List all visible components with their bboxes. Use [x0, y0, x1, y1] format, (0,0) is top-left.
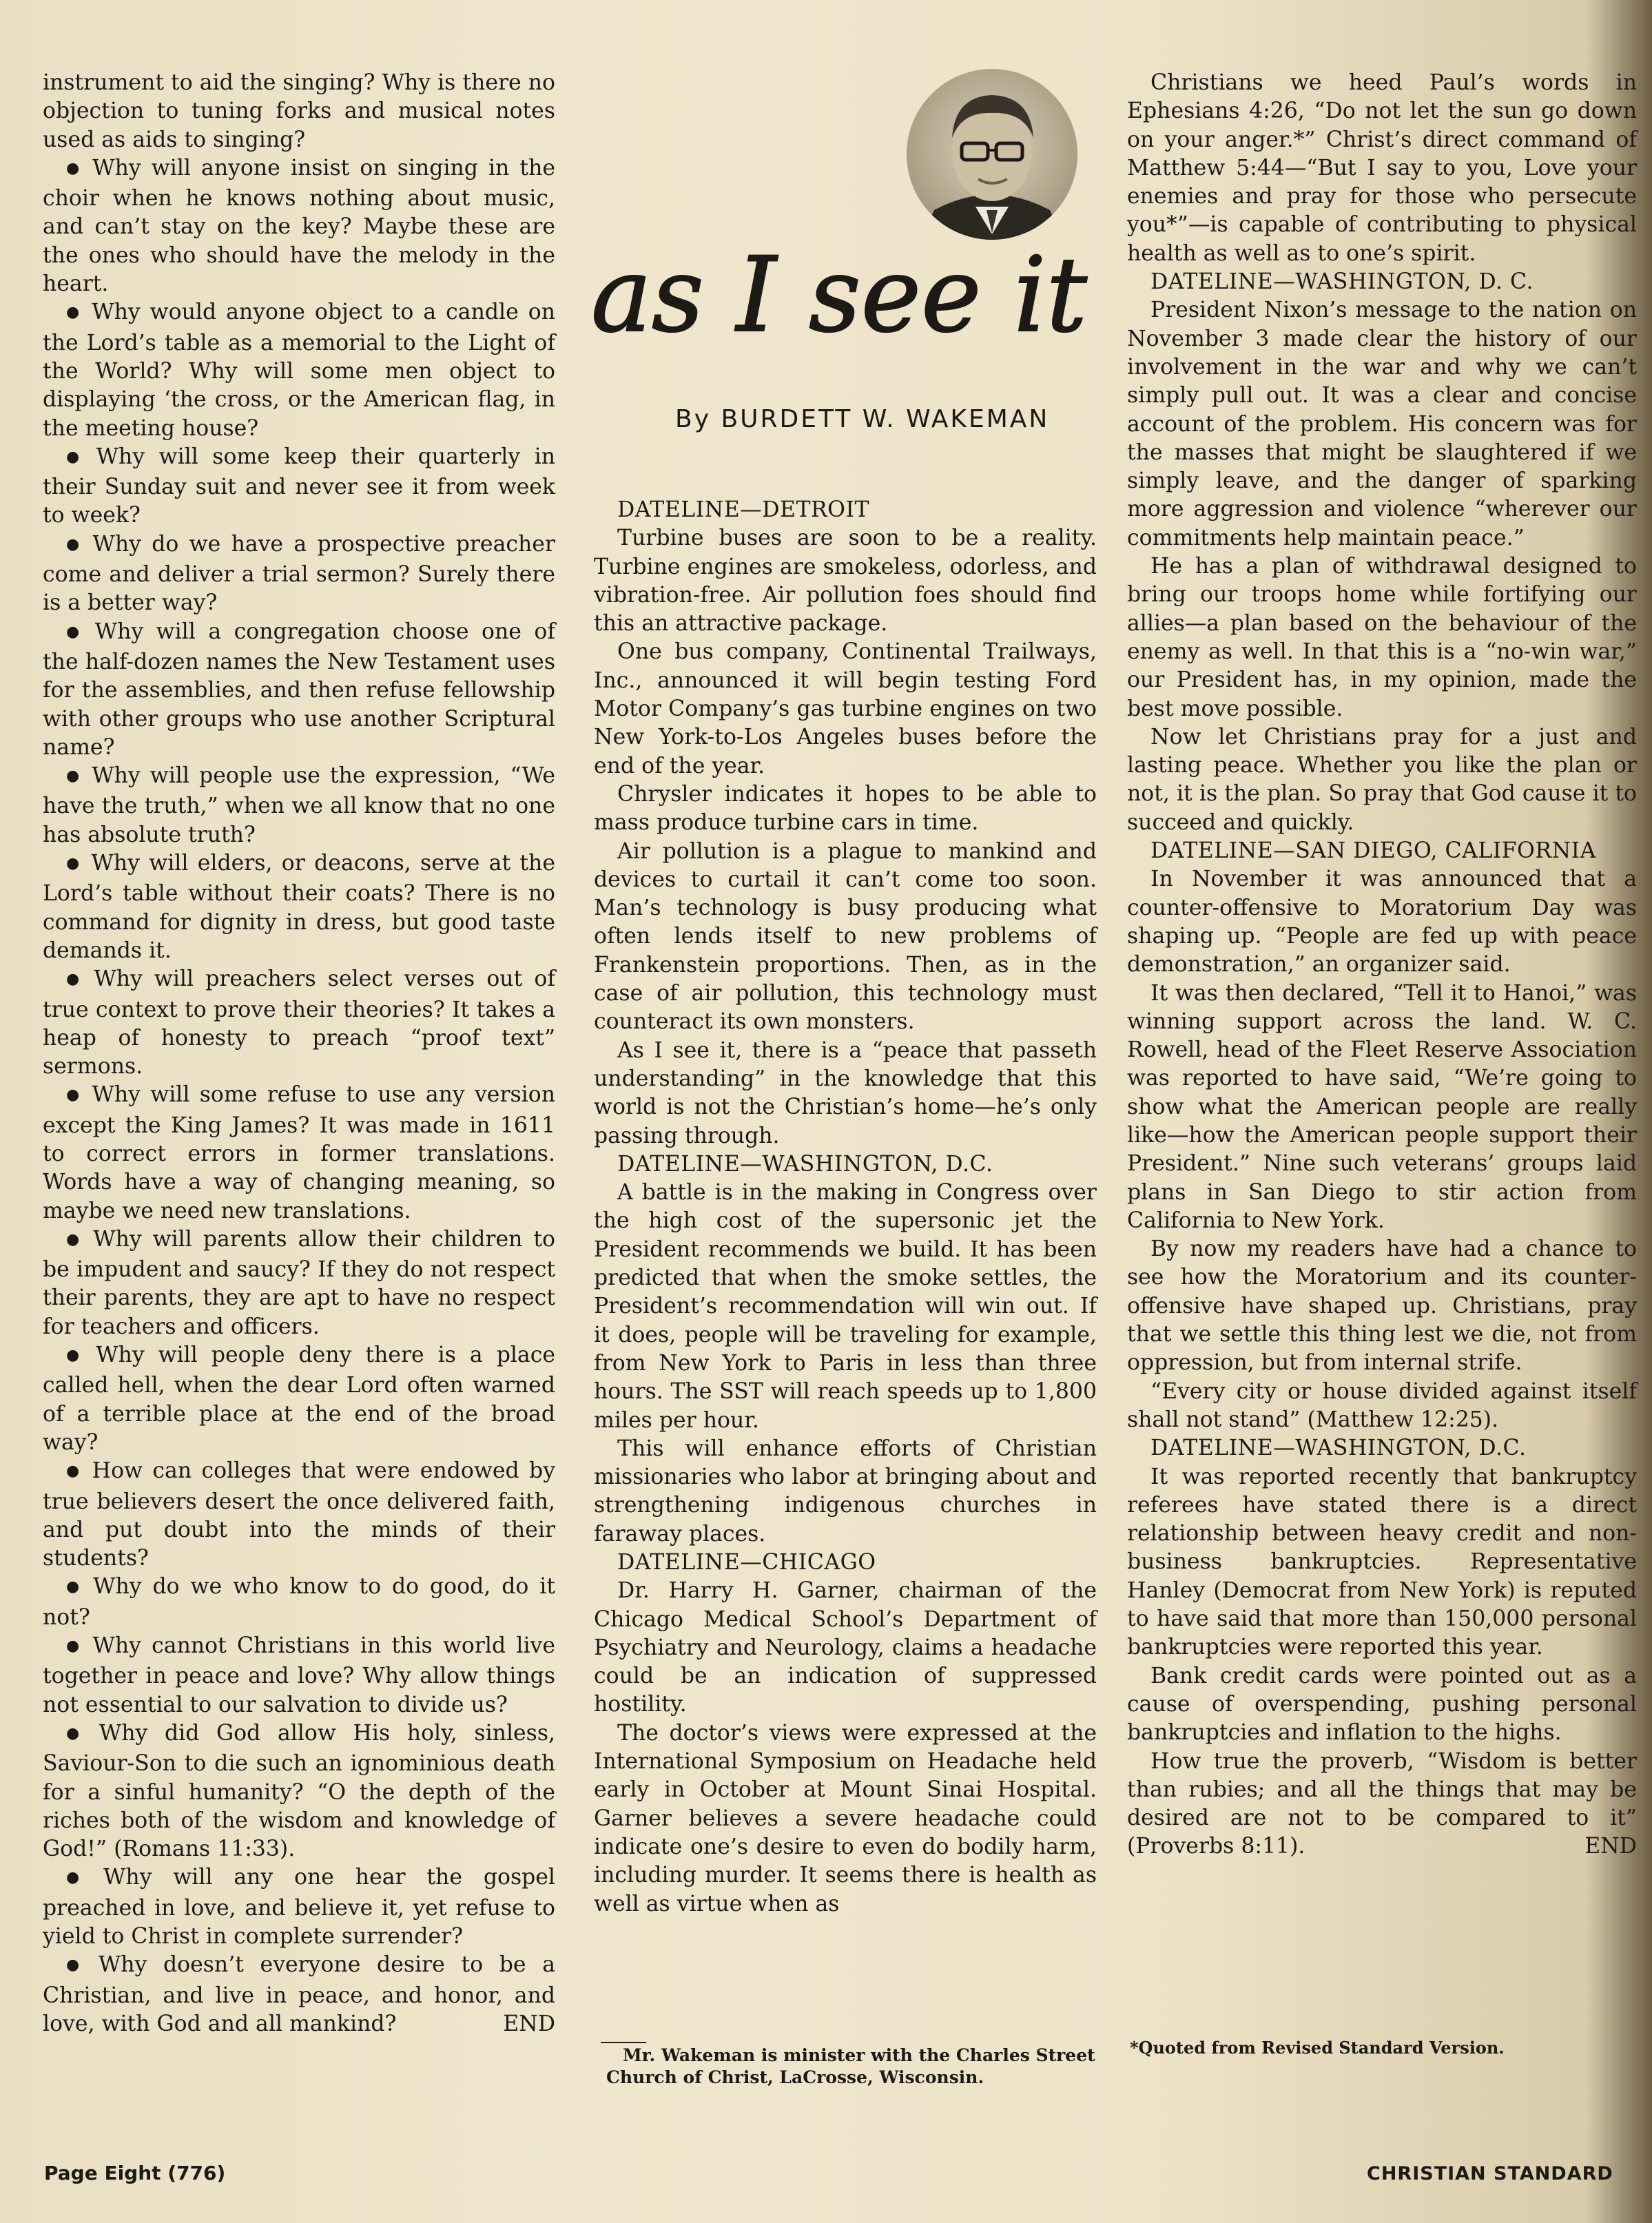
bullet-icon: ● — [66, 1869, 94, 1887]
article-paragraph — [1127, 1235, 1637, 1377]
bullet-icon: ● — [66, 1578, 84, 1596]
article-paragraph — [1127, 69, 1637, 268]
question-text: Why will parents allow their children to be impudent and saucy? If they do not respect their parents, they are apt to have no respect for teachers and officers. — [43, 1226, 555, 1339]
question-paragraph — [43, 1573, 555, 1632]
left-column — [43, 69, 555, 2038]
question-text: Why will a congregation choose one of the half-dozen names the New Testament uses for the assemblies, and then refuse fellowship with other groups who use another Scriptural name? — [43, 619, 555, 760]
masthead-title-text: as I see it — [591, 236, 1088, 355]
bullet-icon: ● — [66, 1956, 89, 1974]
paragraph-text: Chrysler indicates it hopes to be able to mass produce turbine cars in time. — [594, 781, 1097, 836]
footnote-rule — [601, 2042, 646, 2043]
article-paragraph — [594, 524, 1097, 638]
article-paragraph — [594, 1577, 1097, 1719]
question-text: Why would anyone object to a candle on the Lord’s table as a memorial to the Light of the World? Why will some men object to displaying ‘the cross, or the American flag, in the meeting house? — [43, 300, 556, 441]
question-text: Why will people deny there is a place called hell, when the dear Lord often warned of a terrible place at the end of the broad way? — [43, 1343, 555, 1455]
article-paragraph — [594, 1435, 1097, 1549]
bullet-icon: ● — [66, 1347, 87, 1365]
question-paragraph — [43, 1632, 555, 1719]
author-portrait — [907, 69, 1077, 240]
paragraph-text: It was then declared, “Tell it to Hanoi,” was winning support across the land. W. C. Rowell, head of the Fleet Reserve Association was reported to have said, “We’re going to show what the American people are really like—how the American people support their President.” Nine such veterans’ groups laid plans in San Diego to stir action from California to New York. — [1127, 980, 1637, 1233]
question-text: Why do we have a prospective preacher come and deliver a trial sermon? Surely there is a better way? — [43, 531, 555, 616]
paragraph-text: In November it was announced that a counter-offensive to Moratorium Day was shaping up. “People are fed up with peace demonstration,” an organizer said. — [1127, 867, 1637, 978]
article-paragraph — [594, 780, 1097, 838]
article-paragraph — [594, 1179, 1097, 1435]
question-text: Why will anyone insist on singing in the choir when he knows nothing about music, and can’t stay on the key? Maybe these are the ones who should have the melody in the heart. — [43, 155, 555, 297]
question-paragraph — [43, 298, 555, 442]
end-mark: END — [1584, 1834, 1637, 1859]
question-text: Why will some refuse to use any version except the King James? It was made in 1611 to correct errors in former translations. Words have a way of changing meaning, so maybe we need new translations. — [43, 1082, 555, 1223]
question-paragraph — [43, 69, 555, 154]
byline: By BURDETT W. WAKEMAN — [675, 405, 1050, 433]
article-paragraph — [1127, 980, 1637, 1236]
question-paragraph — [43, 1226, 555, 1341]
bullet-icon: ● — [66, 159, 83, 177]
middle-column — [594, 496, 1097, 1919]
question-text: instrument to aid the singing? Why is there no objection to tuning forks and musical notes used as aids to singing? — [43, 70, 555, 152]
question-text: Why did God allow His holy, sinless, Saviour-Son to die such an ignominious death for a sinful humanity? “O the depth of the riches both of the wisdom and knowledge of God!” (Romans 11:33). — [43, 1720, 555, 1862]
page-number: Page Eight (776) — [44, 2162, 226, 2184]
publication-name: CHRISTIAN STANDARD — [1367, 2163, 1613, 2184]
bullet-icon: ● — [66, 1637, 83, 1655]
question-text: Why will any one hear the gospel preached in love, and believe it, yet refuse to yield to Christ in complete surrender? — [43, 1865, 555, 1949]
question-text: Why doesn’t everyone desire to be a Christian, and live in peace, and honor, and love, with God and all mankind? — [43, 1952, 555, 2036]
bullet-icon: ● — [66, 304, 83, 322]
question-text: Why will some keep their quarterly in their Sunday suit and never see it from week to week? — [43, 444, 555, 528]
paragraph-text: A battle is in the making in Congress over the high cost of the supersonic jet the President recommends we build. It has been predicted that when the smoke settles, the President’s recommendation will win out. If it does, people will be traveling for example, from New York to Paris in less than three hours. The SST will reach speeds up to 1,800 miles per hour. — [594, 1180, 1097, 1433]
paragraph-text: “Every city or house divided against itself shall not stand” (Matthew 12:25). — [1127, 1378, 1637, 1432]
paragraph-text: Now let Christians pray for a just and lasting peace. Whether you like the plan or not, it is the plan. So pray that God cause it to succeed and quickly. — [1127, 724, 1637, 835]
question-paragraph — [43, 154, 555, 298]
paragraph-text: Air pollution is a plague to mankind and devices to curtail it can’t come too soon. Man’s technology is busy producing what often lends itself to new problems of Frankenstein proportions. Then, as in the case of air pollution, this technology must counteract its own monsters. — [594, 838, 1097, 1035]
question-paragraph — [43, 1719, 555, 1863]
paragraph-text: Dr. Harry H. Garner, chairman of the Chicago Medical School’s Department of Psychiatry and Neurology, claims a headache could be an indication of suppressed hostility. — [594, 1578, 1097, 1717]
paragraph-text: By now my readers have had a chance to see how the Moratorium and its counter-offensive have shaped up. Christians, pray that we settle this thing lest we die, not from oppression, but from internal strife. — [1127, 1237, 1637, 1376]
paragraph-text: It was reported recently that bankruptcy referees have stated there is a direct relationship between heavy credit and non-business bankruptcies. Representative Hanley (Democrat from New York) is reputed to have said that more than 150,000 personal bankruptcies were reported this year. — [1127, 1464, 1637, 1660]
dateline-heading: DATELINE—DETROIT — [617, 497, 869, 522]
question-paragraph — [43, 1341, 555, 1457]
question-paragraph — [43, 530, 555, 618]
bullet-icon: ● — [66, 1086, 83, 1104]
paragraph-text: One bus company, Continental Trailways, Inc., announced it will begin testing Ford Motor Company’s gas turbine engines on two New York-to-Los Angeles buses before the end of the year. — [594, 639, 1097, 778]
article-paragraph — [594, 1037, 1097, 1150]
dateline-heading: DATELINE—CHICAGO — [617, 1549, 876, 1575]
rsv-footnote: *Quoted from Revised Standard Version. — [1130, 2038, 1505, 2058]
article-paragraph — [1127, 296, 1637, 552]
bullet-icon: ● — [66, 971, 85, 989]
paragraph-text: How true the proverb, “Wisdom is better than rubies; and all the things that may be desired are not to be compared to it” (Proverbs 8:11). — [1127, 1748, 1637, 1859]
question-paragraph — [43, 762, 555, 849]
author-footnote: Mr. Wakeman is minister with the Charles Street Church of Christ, LaCrosse, Wisconsin. — [606, 2045, 1095, 2087]
paragraph-text: This will enhance efforts of Christian missionaries who labor at bringing about and strengthening indigenous churches in faraway places. — [594, 1436, 1097, 1547]
dateline-heading: DATELINE—WASHINGTON, D.C. — [1150, 1436, 1527, 1461]
dateline-heading: DATELINE—WASHINGTON, D.C. — [617, 1151, 993, 1177]
article-paragraph — [1127, 1463, 1637, 1662]
article-paragraph — [1127, 723, 1637, 837]
article-paragraph — [1127, 1378, 1637, 1435]
paragraph-text: As I see it, there is a “peace that passeth understanding” in the knowledge that this world is not the Christian’s home—he’s only passing through. — [594, 1037, 1097, 1148]
article-paragraph — [1127, 865, 1637, 979]
bullet-icon: ● — [66, 1230, 84, 1248]
question-text: Why do we who know to do good, do it not? — [43, 1574, 555, 1630]
dateline-heading: DATELINE—SAN DIEGO, CALIFORNIA — [1150, 838, 1596, 864]
bullet-icon: ● — [66, 767, 83, 785]
question-paragraph — [43, 1951, 555, 2038]
article-paragraph — [1127, 1662, 1637, 1748]
dateline-heading: DATELINE—WASHINGTON, D. C. — [1150, 269, 1534, 295]
bullet-icon: ● — [66, 448, 87, 466]
masthead-title — [584, 227, 1094, 358]
bullet-icon: ● — [66, 1462, 83, 1480]
right-column — [1127, 69, 1637, 1861]
paragraph-text: President Nixon’s message to the nation on November 3 made clear the history of our involvement in the war and why we can’t simply pull out. It was a clear and concise account of the problem. His concern was for the masses that might be slaughtered if we simply leave, and the danger of sparking more aggression and violence “wherever our commitments help maintain peace.” — [1127, 298, 1637, 550]
question-text: Why will preachers select verses out of true context to prove their theories? It takes a heap of honesty to preach “proof text” sermons. — [43, 966, 555, 1079]
article-paragraph — [594, 1719, 1097, 1919]
question-text: Why cannot Christians in this world live together in peace and love? Why allow things not essential to our salvation to divide us? — [43, 1633, 555, 1717]
paragraph-text: The doctor’s views were expressed at the International Symposium on Headache held early in October at Mount Sinai Hospital. Garner believes a severe headache could indicate one’s desire to even do bodily harm, including murder. It seems there is health as well as virtue when as — [594, 1720, 1097, 1916]
bullet-icon: ● — [66, 623, 85, 641]
paragraph-text: Christians we heed Paul’s words in Ephesians 4:26, “Do not let the sun go down on your anger.*” Christ’s direct command of Matthew 5:44—“But I say to you, Love your enemies and pray for those who persecute you*”—is capable of contributing to physical health as well as to one’s spirit. — [1127, 70, 1637, 266]
article-paragraph — [1127, 1748, 1637, 1861]
end-mark: END — [503, 2011, 555, 2036]
paragraph-text: Bank credit cards were pointed out as a cause of overspending, pushing personal bankruptcies and inflation to the highs. — [1127, 1663, 1637, 1746]
question-text: Why will elders, or deacons, serve at the Lord’s table without their coats? There is no command for dignity in dress, but good taste demands it. — [43, 851, 555, 963]
article-paragraph — [1127, 552, 1637, 723]
question-paragraph — [43, 443, 555, 530]
question-paragraph — [43, 1081, 555, 1225]
bullet-icon: ● — [66, 1724, 90, 1742]
question-paragraph — [43, 618, 555, 762]
question-paragraph — [43, 1863, 555, 1951]
paragraph-text: Turbine buses are soon to be a reality. Turbine engines are smokeless, odorless, and vibration-free. Air pollution foes should find this an attractive package. — [594, 526, 1097, 637]
question-paragraph — [43, 849, 555, 965]
author-portrait-icon — [907, 69, 1077, 240]
question-text: How can colleges that were endowed by true believers desert the once delivered faith, and put doubt into the minds of their students? — [43, 1458, 555, 1571]
paragraph-text: He has a plan of withdrawal designed to bring our troops home while fortifying our allies—a plan based on the behaviour of the enemy as well. In that this is a “no-win war,” our President has, in my opinion, made the best move possible. — [1127, 554, 1637, 721]
article-paragraph — [594, 838, 1097, 1037]
article-paragraph — [594, 638, 1097, 780]
bullet-icon: ● — [66, 535, 83, 553]
question-paragraph — [43, 965, 555, 1081]
question-paragraph — [43, 1457, 555, 1573]
bullet-icon: ● — [66, 855, 82, 873]
question-text: Why will people use the expression, “We have the truth,” when we all know that no one has absolute truth? — [43, 763, 555, 847]
